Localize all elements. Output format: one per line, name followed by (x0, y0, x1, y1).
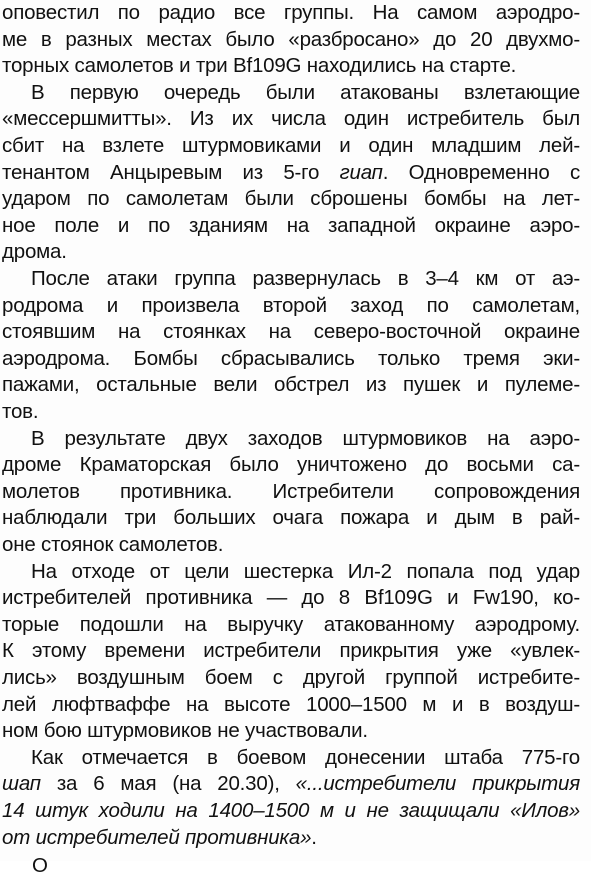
italic-text: 14 штук ходили на 1400–1500 м и не защищали «Илов» (2, 799, 580, 822)
text-segment: В результате двух заходов штурмовиков на аэро- (31, 426, 580, 450)
text-line (2, 771, 580, 798)
italic-text: гиап (339, 160, 383, 184)
text-line (2, 239, 67, 266)
text-segment: «мессершмитты». Из их числа один истребитель был (2, 107, 580, 131)
text-segment: В первую очередь были атакованы взлетающие (31, 80, 580, 104)
text-segment: дроме Краматорская было уничтожено до восьми са- (2, 453, 580, 477)
italic-text: шап (2, 772, 41, 796)
text-line (2, 718, 368, 745)
text-segment: ударом по самолетам были сброшены бомбы на лет- (2, 187, 580, 211)
text-segment: тов. (2, 400, 39, 423)
text-segment: ное поле и по зданиям на западной окраине аэро- (2, 213, 580, 237)
cut-off-line: О (32, 854, 48, 877)
text-segment: торных самолетов и три Bf109G находились на старте. (2, 54, 517, 78)
text-line (31, 745, 580, 772)
text-segment: На отходе от цели шестерка Ил-2 попала под удар (31, 559, 580, 583)
italic-text: «...истребители прикрытия (295, 772, 580, 796)
italic-text: от истребителей противника» (2, 825, 312, 849)
text-line (2, 532, 223, 559)
text-segment: дрома. (2, 240, 67, 264)
text-line (2, 160, 580, 187)
text-segment: наблюдали три больших очага пожара и дым в рай- (2, 506, 580, 530)
text-line (2, 638, 580, 665)
text-line (2, 106, 580, 133)
text-line (2, 372, 580, 399)
text-line (2, 346, 580, 373)
text-line (2, 53, 516, 80)
text-line (2, 585, 580, 612)
text-segment: молетов противника. Истребители сопровождения (2, 479, 580, 503)
text-line (2, 665, 580, 692)
text-segment: аэродрома. Бомбы сбрасывались только тремя эки- (2, 346, 580, 370)
text-line (2, 612, 580, 639)
text-segment: лись» воздушным боем с другой группой истребите- (2, 666, 580, 689)
text-segment: лей люфтваффе на высоте 1000–1500 м и в воздуш- (2, 692, 580, 716)
text-segment: . (311, 825, 317, 849)
text-line (31, 80, 580, 107)
text-segment: К этому времени истребители прикрытия уже «увлек- (2, 639, 580, 663)
text-segment: пажами, остальные вели обстрел из пушек и пулеме- (2, 373, 580, 397)
text-segment: торые подошли на выручку атакованному аэродрому. (2, 612, 580, 636)
text-line (2, 27, 580, 54)
text-line (2, 479, 580, 506)
text-segment: сбит на взлете штурмовиками и один младшим лей- (2, 134, 580, 157)
text-segment: ме в разных местах было «разбросано» до 20 двухмо- (2, 27, 580, 51)
text-line (2, 293, 580, 320)
text-line (2, 825, 317, 852)
text-line (2, 505, 580, 532)
text-segment: После атаки группа развернулась в 3–4 км от аэ- (31, 267, 580, 290)
text-line (2, 0, 580, 27)
text-segment: тенантом Анцыревым из 5-го (2, 160, 340, 184)
text-segment: . Одновременно с (382, 160, 581, 184)
text-line (2, 798, 580, 825)
text-segment: Как отмечается в боевом донесении штаба 775-го (31, 745, 580, 769)
text-line (2, 692, 580, 719)
text-line (2, 399, 38, 426)
text-segment: истребителей противника — до 8 Bf109G и Fw190, ко- (2, 586, 580, 610)
text-line (31, 559, 580, 586)
text-segment: родрома и произвела второй заход по самолетам, (2, 293, 580, 317)
text-line (2, 319, 580, 346)
text-line (2, 186, 580, 213)
text-line (2, 133, 580, 160)
text-line (2, 452, 580, 479)
text-line (31, 266, 580, 293)
text-line (2, 213, 580, 240)
text-segment: за 6 мая (на 20.30), (40, 772, 296, 796)
text-segment: оповестил по радио все группы. На самом аэродро- (2, 1, 580, 24)
text-segment: стоявшим на стоянках на северо-восточной окраине (2, 320, 580, 344)
text-segment: ном бою штурмовиков не участвовали. (2, 719, 368, 743)
text-line (31, 426, 580, 453)
text-segment: оне стоянок самолетов. (2, 533, 224, 556)
